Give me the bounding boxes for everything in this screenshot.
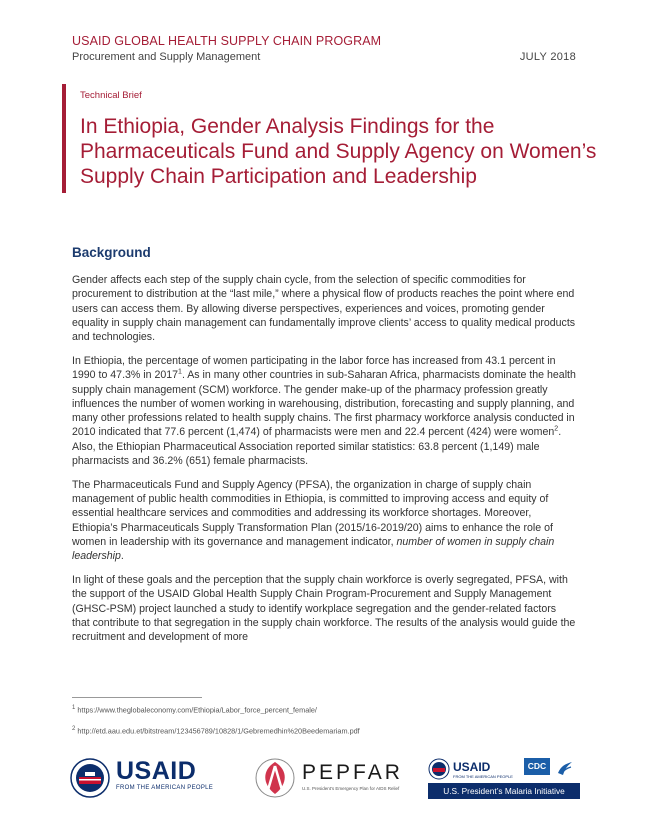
pepfar-tagline: U.S. President’s Emergency Plan for AIDS Relief [302,786,400,791]
program-name: USAID GLOBAL HEALTH SUPPLY CHAIN PROGRAM [72,34,382,48]
footnote-1-number: 1 [72,705,76,711]
paragraph-2-part-c: . Also, the Ethiopian Pharmaceutical Association reported similar statistics: 63.8 percent (1,149) male pharmacists and 36.2% (651) female pharmacists. [72,426,562,468]
footnote-1-link[interactable]: https://www.theglobaleconomy.com/Ethiopia/Labor_force_percent_female/ [75,705,317,715]
pepfar-emblem-icon [254,756,296,800]
footnote-2-number: 2 [72,726,76,732]
usaid-seal-icon [70,758,110,798]
pepfar-wordmark [302,762,403,791]
program-subtitle: Procurement and Supply Management [72,51,261,63]
paragraph-4: In light of these goals and the perception that the supply chain workforce is overly segregated, PFSA, with the support of the USAID Global Health Supply Chain Program-Procurement and Supply Management (GHSC-PSM) project launched a study to identify workplace segregation and the gender-related factors that contribute to that segregation in the supply chain workforce. The results of the analysis would guide the recruitment and development of more [72,574,576,644]
paragraph-2 [72,354,576,468]
usaid-wordmark [116,758,213,791]
body-text [72,273,576,654]
usaid-small-seal-icon [428,758,450,780]
brief-label: Technical Brief [80,90,142,101]
paragraph-2-part-a: In Ethiopia, the percentage of women participating in the labor force has increased from 43.1 percent in 1990 to 47.3% in 2017 [72,354,556,382]
footnote-ref-1: 1 [178,368,182,376]
section-heading: Background [72,245,151,260]
cdc-logo: CDC [524,758,550,775]
pepfar-logo-text: PEPFAR [302,761,403,784]
hhs-eagle-icon [555,758,575,778]
page-title: In Ethiopia, Gender Analysis Findings for the Pharmaceuticals Fund and Supply Agency on Women’s Supply Chain Participation and Leadership [80,115,597,188]
usaid-logo-text: USAID [116,757,197,785]
paragraph-3-emphasis: number of women in supply chain leadership [72,536,555,563]
title-block [62,84,600,193]
footnote-1 [72,705,317,714]
footnote-2 [72,726,360,735]
pmi-usaid-text: USAID [453,760,491,774]
paragraph-2-part-b: . As in many other countries in sub-Saharan Africa, pharmacists dominate the health supply chain management (SCM) workforce. The gender make-up of the pharmacy profession greatly influences the number of women working in warehousing, distribution, forecasting and supply planning, and many other professions related to health supply chains. The first pharmacy workforce analysis conducted in 2010 indicated that 77.6 percent (1,474) of pharmacists were men and 22.4 percent (424) were women [72,369,576,439]
pmi-usaid-tagline: FROM THE AMERICAN PEOPLE [453,774,513,779]
publication-date: JULY 2018 [519,51,576,63]
pmi-banner: U.S. President’s Malaria Initiative [428,783,580,799]
paragraph-3 [72,478,576,564]
logo-bar [70,756,580,800]
paragraph-3-part-b: . [120,550,124,563]
pmi-logo-group [428,758,580,800]
footnote-divider [72,697,202,698]
usaid-tagline: FROM THE AMERICAN PEOPLE [116,785,214,791]
paragraph-3-part-a: The Pharmaceuticals Fund and Supply Agency (PFSA), the organization in charge of supply chain management of public health commodities in Ethiopia, is committed to improving access and equity of essential healthcare services and commodities and addressing its workforce shortages. Moreover, Ethiopia’s Pharmaceuticals Supply Transformation Plan (2015/16-2019/20) aims to enhance the role of women in leadership with its governance and management indicator, [72,478,553,549]
paragraph-1: Gender affects each step of the supply chain cycle, from the selection of specific commodities for procurement to distribution at the “last mile,” where a physical flow of products reaches the point where end users can access them. By allowing diverse perspectives, experiences and voices, promoting gender equality in supply chain management can fundamentally improve clients’ access to quality medical products and technologies. [72,274,576,344]
footnote-2-link[interactable]: http://etd.aau.edu.et/bitstream/123456789/10828/1/Gebremedhin%20Beedemariam.pdf [75,726,360,736]
footnote-ref-2: 2 [554,425,559,433]
